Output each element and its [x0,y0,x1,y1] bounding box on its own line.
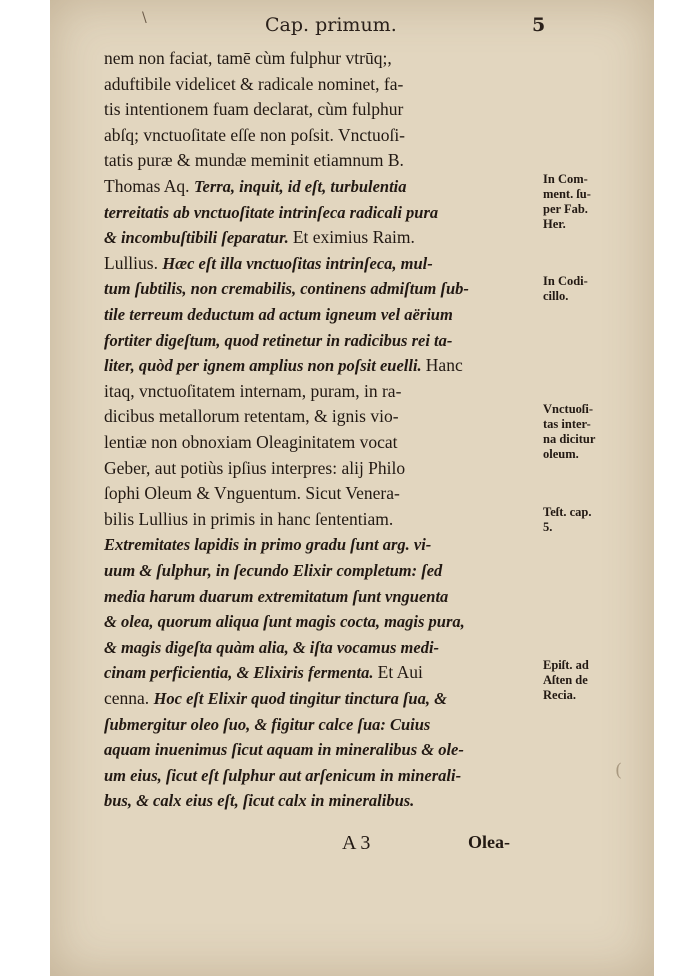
italic-run: bus, & calx eius eſt, ſicut calx in mineralibus. [104,791,415,811]
roman-run: dicibus metallorum retentam, & ignis vio- [104,406,399,427]
roman-run: Geber, aut potiùs ipſius interpres: alij Philo [104,457,406,478]
text-line [104,379,534,404]
text-line [104,97,534,122]
text-line [104,404,534,429]
margin-note-line: In Com- [543,172,588,186]
italic-run: terreitatis ab vnctuoſitate intrinſeca radicali pura [104,202,439,222]
text-line [104,174,534,199]
text-line [104,660,534,685]
roman-run: Et Aui [377,662,423,683]
italic-run: Hæc eſt illa vnctuoſitas intrinſeca, mul- [162,253,433,273]
book-page [50,0,654,976]
roman-run: abſq; vnctuoſitate eſſe non poſsit. Vnctuoſi- [104,124,406,145]
roman-run: Thomas Aq. [104,176,194,196]
italic-run: fortiter digeſtum, quod retinetur in radicibus rei ta- [104,330,453,350]
text-line [104,46,534,71]
text-line [104,456,534,481]
text-line [104,686,534,711]
roman-run: cenna. [104,688,154,708]
text-line [104,558,534,583]
roman-run: nem non faciat, tamē cùm fulphur vtrūq;, [104,48,392,68]
text-line [104,635,534,660]
margin-note-line: Teſt. cap. [543,504,592,519]
text-line [104,148,534,173]
italic-run: tum ſubtilis, non cremabilis, continens admiſtum ſub- [104,279,469,299]
margin-note-line: na dicitur [543,432,596,447]
text-line [104,430,534,455]
text-line [104,123,534,148]
text-line [104,609,534,634]
margin-note-line: Vnctuoſi- [543,402,593,417]
italic-run: cinam perficientia, & Elixiris fermenta. [104,663,378,683]
italic-run: liter, quòd per ignem amplius non poſsit euelli. [104,356,426,376]
margin-note [543,402,651,462]
italic-run: Extremitates lapidis in primo gradu ſunt arg. vi- [104,535,432,555]
text-line [104,353,534,378]
margin-note-line: In Codi- [543,274,588,289]
text-line [104,584,534,609]
italic-run: ſubmergitur oleo ſuo, & figitur calce ſua: Cuius [104,714,431,734]
roman-run: lentiæ non obnoxiam Oleaginitatem vocat [104,432,398,452]
margin-note-line: per Fab. [543,202,588,216]
margin-note-line: ment. ſu- [543,187,591,201]
italic-run: aquam inuenimus ſicut aquam in mineralibus & ole- [104,740,464,760]
roman-run: Hanc [425,355,463,376]
margin-note-line: cillo. [543,289,569,304]
margin-note-line: oleum. [543,447,579,462]
margin-note [543,274,651,304]
header-mark: \ [142,10,147,26]
margin-note [543,172,651,232]
margin-note-line: 5. [543,519,553,534]
italic-run: & incombuſtibili ſeparatur. [104,228,293,248]
italic-run: & olea, quorum aliqua ſunt magis cocta, magis pura, [104,612,465,632]
margin-note-line: tas inter- [543,417,591,432]
italic-run: uum & ſulphur, in ſecundo Elixir completum: ſed [104,561,443,580]
italic-run: um eius, ſicut eſt ſulphur aut arſenicum in minerali- [104,765,462,785]
margin-note [543,658,651,703]
catchword: Olea- [468,832,510,852]
roman-run: ſophi Oleum & Vnguentum. Sicut Venera- [104,483,400,504]
page-number: 5 [532,14,546,36]
italic-run: Terra, inquit, id eſt, turbulentia [193,177,407,196]
italic-run: media harum duarum extremitatum ſunt vnguenta [104,586,449,606]
text-line [104,72,534,97]
text-line [104,788,534,813]
roman-run: Et eximius Raim. [292,227,415,248]
text-line [104,302,534,327]
italic-run: tile terreum deductum ad actum igneum vel aërium [104,305,453,324]
text-line [104,737,534,762]
signature-mark: A 3 [342,832,371,854]
italic-run: Hoc eſt Elixir quod tingitur tinctura ſua, & [153,689,447,708]
roman-run: itaq, vnctuoſitatem internam, puram, in ra- [104,380,402,401]
text-line [104,532,534,557]
text-line [104,328,534,353]
running-head: Cap. primum. [265,14,397,36]
text-line [104,712,534,737]
text-line [104,251,534,276]
margin-note-line: Epiſt. ad [543,658,589,673]
italic-run: & magis digeſta quàm alia, & iſta vocamus medi- [104,637,440,657]
roman-run: tatis puræ & mundæ meminit etiamnum B. [104,150,404,171]
roman-run: Lullius. [104,252,163,273]
margin-note-line: Recia. [543,688,576,703]
margin-note-line: Aſten de [543,673,588,688]
roman-run: aduftibile videlicet & radicale nominet, fa- [104,73,404,94]
text-line [104,200,534,225]
roman-run: tis intentionem fuam declarat, cùm fulphur [104,99,404,120]
roman-run: bilis Lullius in primis in hanc ſententiam. [104,508,394,529]
margin-note [543,505,651,535]
text-line [104,481,534,506]
ink-blot: ( [615,760,623,781]
text-line [104,225,534,250]
text-line [104,763,534,788]
text-line [104,276,534,301]
margin-note-line: Her. [543,217,566,231]
text-line [104,507,534,532]
